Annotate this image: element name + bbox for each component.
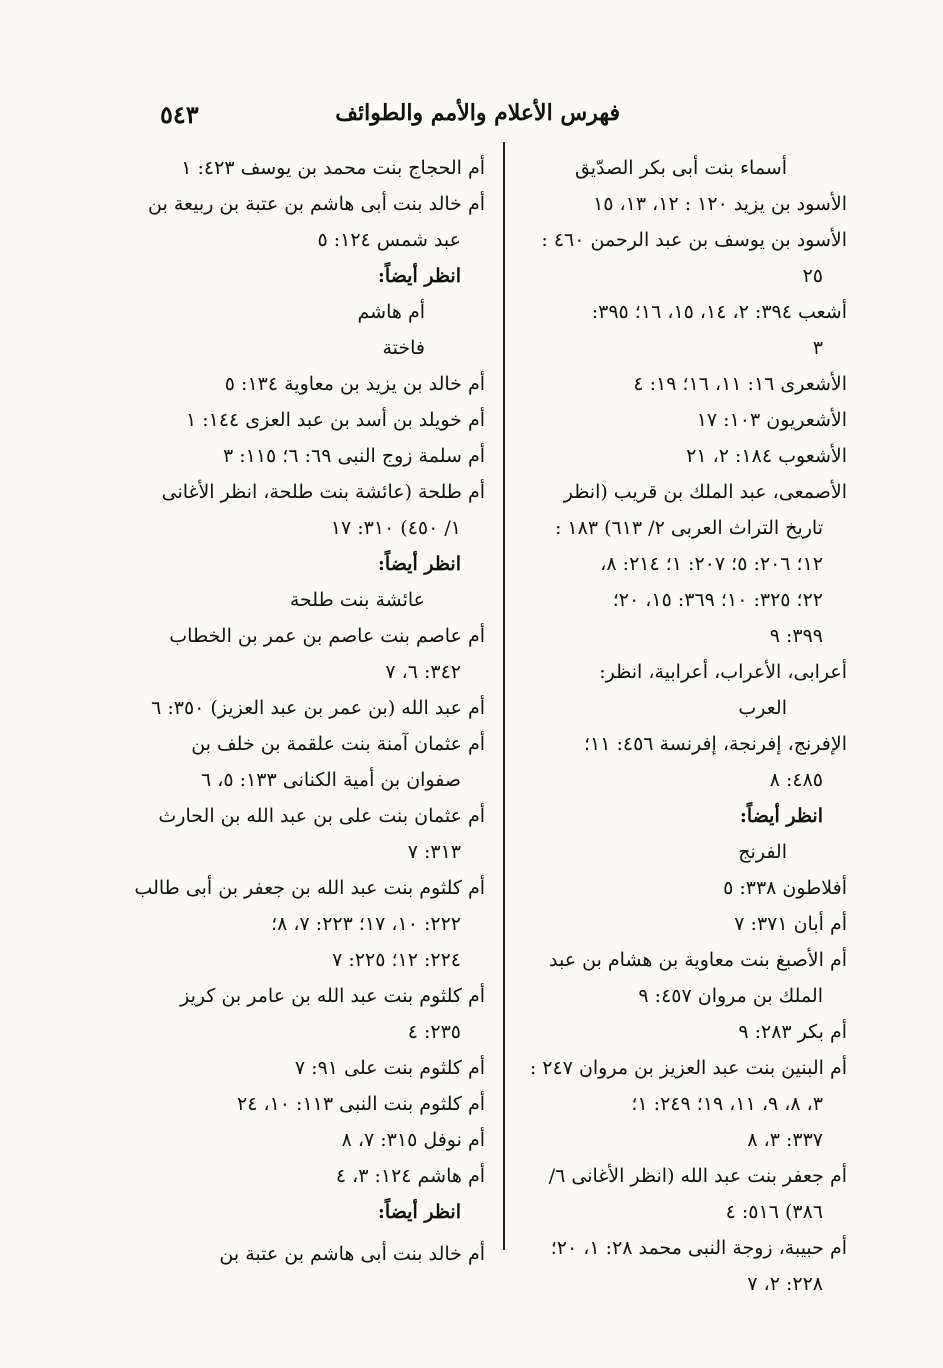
index-entry: ٢٢٢: ١٠، ١٧؛ ٢٢٣: ٧، ٨؛ (271, 913, 461, 935)
index-entry: أم البنين بنت عبد العزيز بن مروان ٢٤٧ : (529, 1057, 847, 1079)
index-entry: ٢٢٨: ٢، ٧ (747, 1273, 823, 1295)
index-entry: أم عاصم بنت عاصم بن عمر بن الخطاب (169, 625, 485, 647)
page-header (160, 100, 620, 136)
index-entry: أم كلثوم بنت على ٩١: ٧ (294, 1057, 485, 1079)
index-entry: تاريخ التراث العربى ٢/ ٦١٣) ١٨٣ : (554, 517, 823, 539)
index-entry: أم هاشم ١٢٤: ٣، ٤ (335, 1165, 485, 1187)
index-entry: ٣١٣: ٧ (407, 841, 461, 863)
index-entry: ٣ (812, 337, 823, 359)
index-entry: انظر أيضاً: (377, 1201, 461, 1223)
index-entry: ٣، ٨، ٩، ١١، ١٩؛ ٢٤٩: ١؛ (631, 1093, 823, 1115)
index-entry: الأصمعى، عبد الملك بن قريب (انظر (563, 481, 847, 503)
index-entry: أم الأصبغ بنت معاوية بن هشام بن عبد (549, 949, 847, 971)
index-entry: الأسود بن يزيد ١٢٠ : ١٢، ١٣، ١٥ (593, 193, 847, 215)
index-entry: أم جعفر بنت عبد الله (انظر الأغانى ٦/ (548, 1165, 847, 1187)
index-entry: ٢٥ (802, 265, 823, 287)
index-entry: أم خالد بن يزيد بن معاوية ١٣٤: ٥ (224, 373, 485, 395)
index-entry: أم خالد بنت أبى هاشم بن عتبة بن ربيعة بن (148, 193, 485, 215)
index-entry: ٢٢؛ ٣٢٥: ١٠؛ ٣٦٩: ١٥، ٢٠؛ (612, 589, 823, 611)
index-entry: الأشعرى ١٦: ١١، ١٦؛ ١٩: ٤ (633, 373, 847, 395)
index-entry: أم سلمة زوج النبى ٦٩: ٦؛ ١١٥: ٣ (222, 445, 485, 467)
page-title: فهرس الأعلام والأمم والطوائف (335, 100, 620, 126)
index-entry: أسماء بنت أبى بكر الصدّيق (574, 157, 787, 179)
index-entry: ١/ ٤٥٠) ٣١٠: ١٧ (330, 517, 461, 539)
index-entry: انظر أيضاً: (739, 805, 823, 827)
index-entry: أم هاشم (357, 301, 425, 323)
index-entry: الملك بن مروان ٤٥٧: ٩ (638, 985, 823, 1007)
index-entry: أم خويلد بن أسد بن عبد العزى ١٤٤: ١ (185, 409, 485, 431)
index-entry: انظر أيضاً: (377, 265, 461, 287)
index-entry: أم كلثوم بنت النبى ١١٣: ١٠، ٢٤ (237, 1093, 485, 1115)
index-entry: أم نوفل ٣١٥: ٧، ٨ (341, 1129, 485, 1151)
index-entry: عائشة بنت طلحة (289, 589, 425, 611)
index-entry: ٣٤٢: ٦، ٧ (385, 661, 461, 683)
index-entry: أم أبان ٣٧١: ٧ (734, 913, 847, 935)
index-entry: أم كلثوم بنت عبد الله بن جعفر بن أبى طالب (134, 877, 485, 899)
index-entry: أم عثمان آمنة بنت علقمة بن خلف بن (191, 733, 485, 755)
index-entry: أشعب ٣٩٤: ٢، ١٤، ١٥، ١٦؛ ٣٩٥: (591, 301, 847, 323)
index-entry: أم خالد بنت أبى هاشم بن عتبة بن (219, 1243, 485, 1265)
index-entry: الإفرنج، إفرنجة، إفرنسة ٤٥٦: ١١؛ (583, 733, 847, 755)
index-entry: أم طلحة (عائشة بنت طلحة، انظر الأغانى (161, 481, 485, 503)
page-number: ٥٤٣ (160, 100, 199, 129)
index-entry: ٣٣٧: ٣، ٨ (747, 1129, 823, 1151)
index-entry: ٢٣٥: ٤ (407, 1021, 461, 1043)
index-entry: العرب (738, 697, 787, 719)
index-entry: ٢٢٤: ١٢؛ ٢٢٥: ٧ (332, 949, 461, 971)
index-entry: ٣٩٩: ٩ (769, 625, 823, 647)
index-column-right (517, 150, 847, 1302)
index-entry: ٣٨٦) ٥١٦: ٤ (725, 1201, 823, 1223)
index-entry: أم كلثوم بنت عبد الله بن عامر بن كريز (180, 985, 485, 1007)
index-entry: أم بكر ٢٨٣: ٩ (738, 1021, 847, 1043)
index-entry: أفلاطون ٣٣٨: ٥ (723, 877, 847, 899)
index-entry: فاختة (382, 337, 425, 359)
index-entry: انظر أيضاً: (377, 553, 461, 575)
index-entry: أم عثمان بنت على بن عبد الله بن الحارث (158, 805, 485, 827)
index-entry: أعرابى، الأعراب، أعرابية، انظر: (599, 661, 847, 683)
index-entry: ٤٨٥: ٨ (769, 769, 823, 791)
index-entry: الأسود بن يوسف بن عبد الرحمن ٤٦٠ : (541, 229, 847, 251)
index-entry: أم حبيبة، زوجة النبى محمد ٢٨: ١، ٢٠؛ (550, 1237, 847, 1259)
index-entry: ١٢؛ ٢٠٦: ٥؛ ٢٠٧: ١؛ ٢١٤: ٨، (600, 553, 823, 575)
index-entry: أم الحجاج بنت محمد بن يوسف ٤٢٣: ١ (181, 157, 485, 179)
index-entry: صفوان بن أمية الكنانى ١٣٣: ٥، ٦ (201, 769, 461, 791)
index-entry: الفرنج (738, 841, 787, 863)
index-entry: عبد شمس ١٢٤: ٥ (317, 229, 461, 251)
index-column-left (134, 150, 485, 1272)
index-entry: الأشعريون ١٠٣: ١٧ (696, 409, 847, 431)
index-entry: أم عبد الله (بن عمر بن عبد العزيز) ٣٥٠: ٦ (151, 697, 485, 719)
index-entry: الأشعوب ١٨٤: ٢، ٢١ (686, 445, 847, 467)
column-divider (503, 142, 505, 1250)
